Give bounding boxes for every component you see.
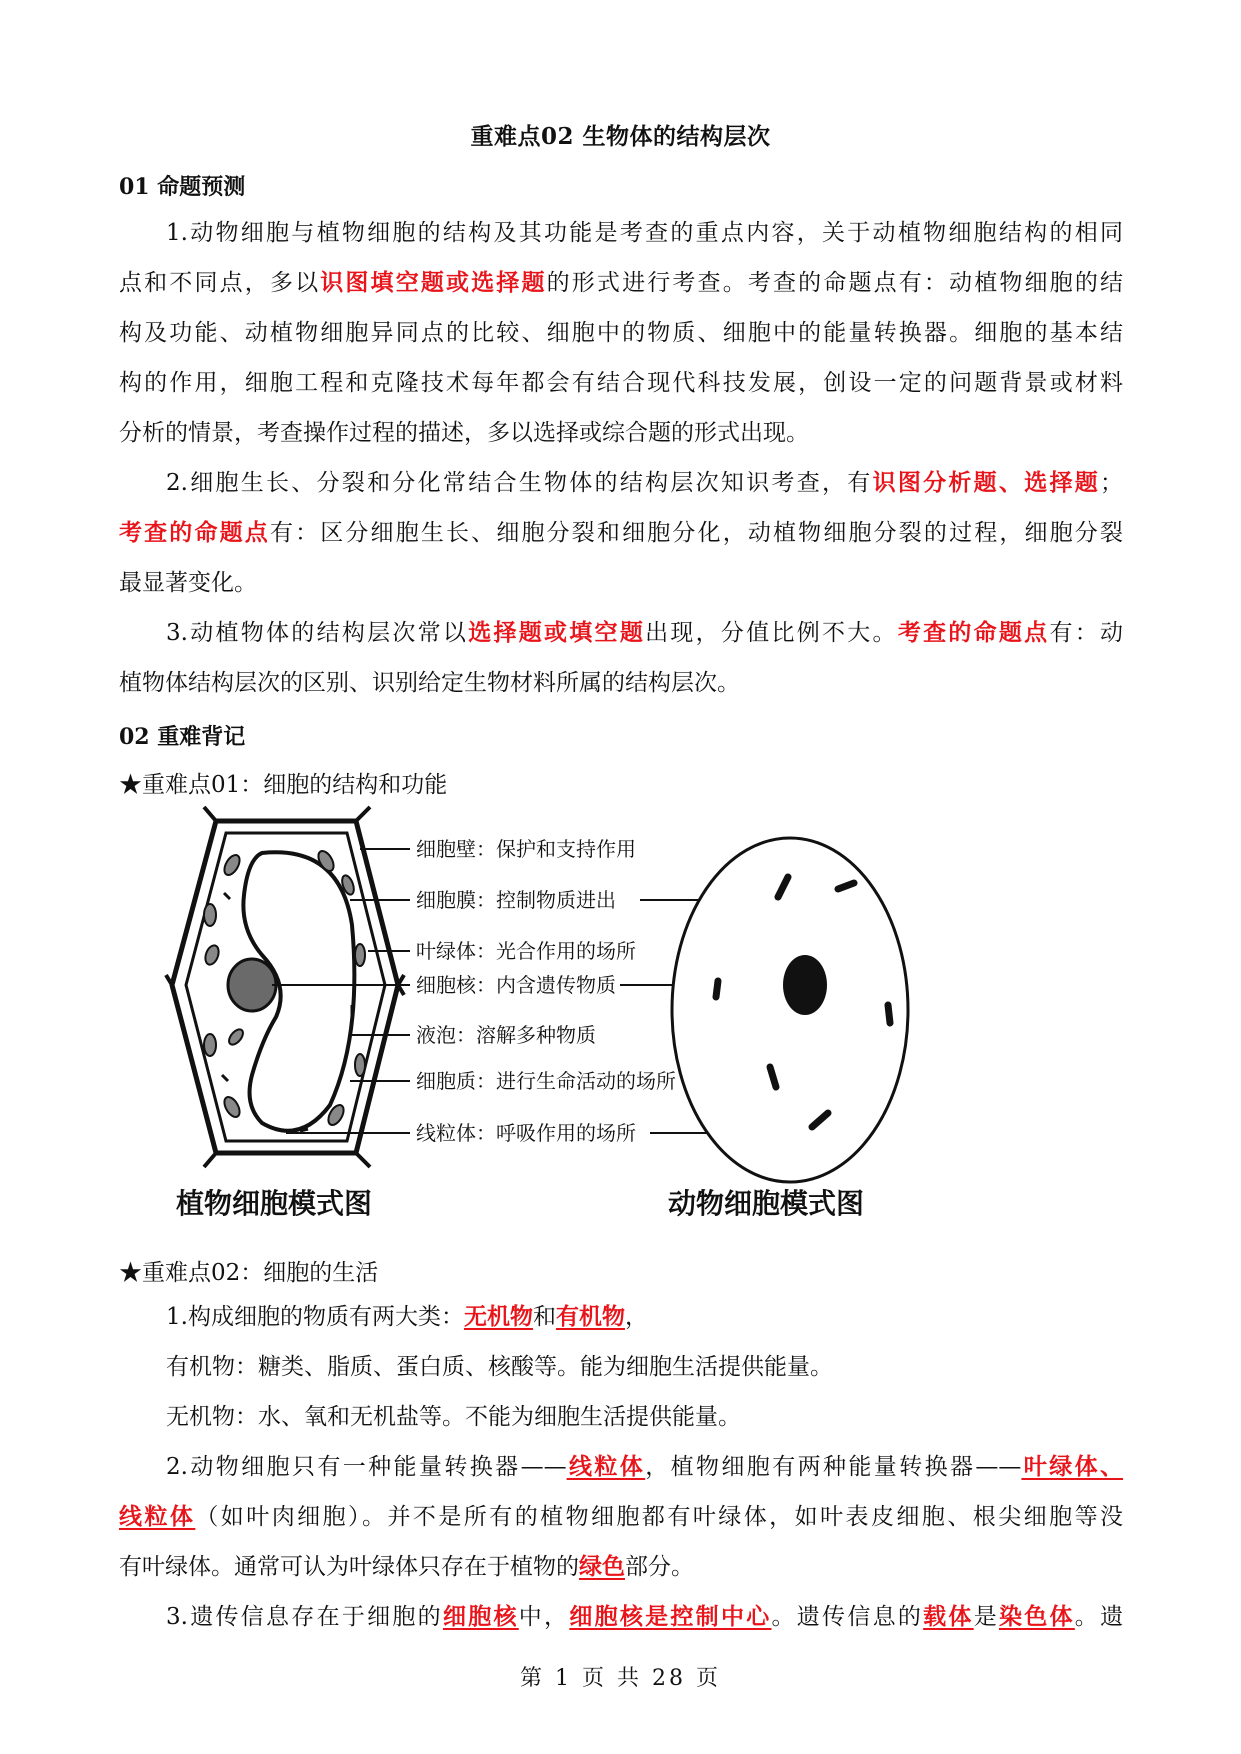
highlight-text: 识图填空题或选择题 xyxy=(320,269,547,296)
label-cell-wall: 细胞壁：保护和支持作用 xyxy=(416,837,636,861)
cell-part-labels xyxy=(416,837,676,1145)
animal-cell-caption: 动物细胞模式图 xyxy=(668,1187,865,1220)
section-heading-prediction: 01 命题预测 xyxy=(119,174,246,200)
highlight-text: 考查的命题点 xyxy=(119,519,270,546)
page-title: 重难点02 生物体的结构层次 xyxy=(470,123,771,150)
highlight-text: 有机物 xyxy=(555,1303,625,1330)
paragraph-line: 2.动物细胞只有一种能量转换器——线粒体，植物细胞有两种能量转换器——叶绿体、 xyxy=(166,1453,1124,1480)
paragraph-line: 点和不同点，多以识图填空题或选择题的形式进行考查。考查的命题点有：动植物细胞的结 xyxy=(119,269,1124,296)
label-cytoplasm: 细胞质：进行生命活动的场所 xyxy=(416,1069,676,1093)
paragraph-line: 构的作用，细胞工程和克隆技术每年都会有结合现代科技发展，创设一定的问题背景或材料 xyxy=(119,370,1123,396)
paragraph-line: 考查的命题点有：区分细胞生长、细胞分裂和细胞分化，动植物细胞分裂的过程，细胞分裂 xyxy=(119,519,1124,546)
paragraph-line: 植物体结构层次的区别、识别给定生物材料所属的结构层次。 xyxy=(119,670,740,696)
plant-cell-drawing xyxy=(166,807,404,1167)
animal-cell-drawing xyxy=(672,838,908,1182)
highlight-text: 叶绿体、 xyxy=(1021,1453,1124,1480)
paragraph-line: 线粒体（如叶肉细胞）。并不是所有的植物细胞都有叶绿体，如叶表皮细胞、根尖细胞等没 xyxy=(119,1503,1124,1530)
page-footer: 第 1 页 共 28 页 xyxy=(520,1666,721,1691)
highlight-text: 选择题或填空题 xyxy=(468,619,646,646)
highlight-text: 细胞核是控制中心 xyxy=(569,1603,772,1630)
cell-diagram xyxy=(0,805,1241,1225)
paragraph-line: 1.构成细胞的物质有两大类：无机物和有机物， xyxy=(166,1303,648,1330)
paragraph-line: 3.遗传信息存在于细胞的细胞核中，细胞核是控制中心。遗传信息的载体是染色体。遗 xyxy=(166,1603,1124,1630)
paragraph-line: 分析的情景，考查操作过程的描述，多以选择或综合题的形式出现。 xyxy=(119,420,809,446)
highlight-text: 识图分析题、选择题 xyxy=(872,469,1101,496)
highlight-text: 无机物 xyxy=(463,1303,533,1330)
label-chloroplast: 叶绿体：光合作用的场所 xyxy=(416,939,636,963)
label-nucleus: 细胞核：内含遗传物质 xyxy=(416,973,616,997)
paragraph-line: 有机物：糖类、脂质、蛋白质、核酸等。能为细胞生活提供能量。 xyxy=(166,1354,833,1380)
paragraph-line: 3.动植物体的结构层次常以选择题或填空题出现，分值比例不大。考查的命题点有：动 xyxy=(166,619,1124,646)
paragraph-line: 无机物：水、氧和无机盐等。不能为细胞生活提供能量。 xyxy=(166,1404,741,1430)
plant-cell-caption: 植物细胞模式图 xyxy=(176,1187,373,1220)
paragraph-line: 2.细胞生长、分裂和分化常结合生物体的结构层次知识考查，有识图分析题、选择题； xyxy=(166,469,1124,496)
highlight-text: 考查的命题点 xyxy=(897,619,1050,646)
key-point-heading: ★重难点02：细胞的生活 xyxy=(119,1260,379,1286)
label-cell-membrane: 细胞膜：控制物质进出 xyxy=(416,888,616,912)
highlight-text: 染色体 xyxy=(998,1603,1075,1630)
paragraph-line: 构及功能、动植物细胞异同点的比较、细胞中的物质、细胞中的能量转换器。细胞的基本结 xyxy=(119,320,1123,346)
highlight-text: 载体 xyxy=(923,1603,974,1630)
section-heading-memorize: 02 重难背记 xyxy=(119,724,246,750)
key-point-heading: ★重难点01：细胞的结构和功能 xyxy=(119,772,448,798)
paragraph-line: 有叶绿体。通常可认为叶绿体只存在于植物的绿色部分。 xyxy=(119,1553,694,1580)
highlight-text: 细胞核 xyxy=(442,1603,519,1630)
paragraph-line: 1.动物细胞与植物细胞的结构及其功能是考查的重点内容，关于动植物细胞结构的相同 xyxy=(166,220,1123,246)
label-mitochondria: 线粒体：呼吸作用的场所 xyxy=(416,1121,636,1145)
paragraph-line: 最显著变化。 xyxy=(119,570,257,596)
diagram-captions xyxy=(176,1187,864,1220)
highlight-text: 绿色 xyxy=(579,1553,625,1580)
highlight-text: 线粒体 xyxy=(566,1453,646,1480)
highlight-text: 线粒体 xyxy=(119,1503,196,1530)
label-vacuole: 液泡：溶解多种物质 xyxy=(416,1023,596,1047)
